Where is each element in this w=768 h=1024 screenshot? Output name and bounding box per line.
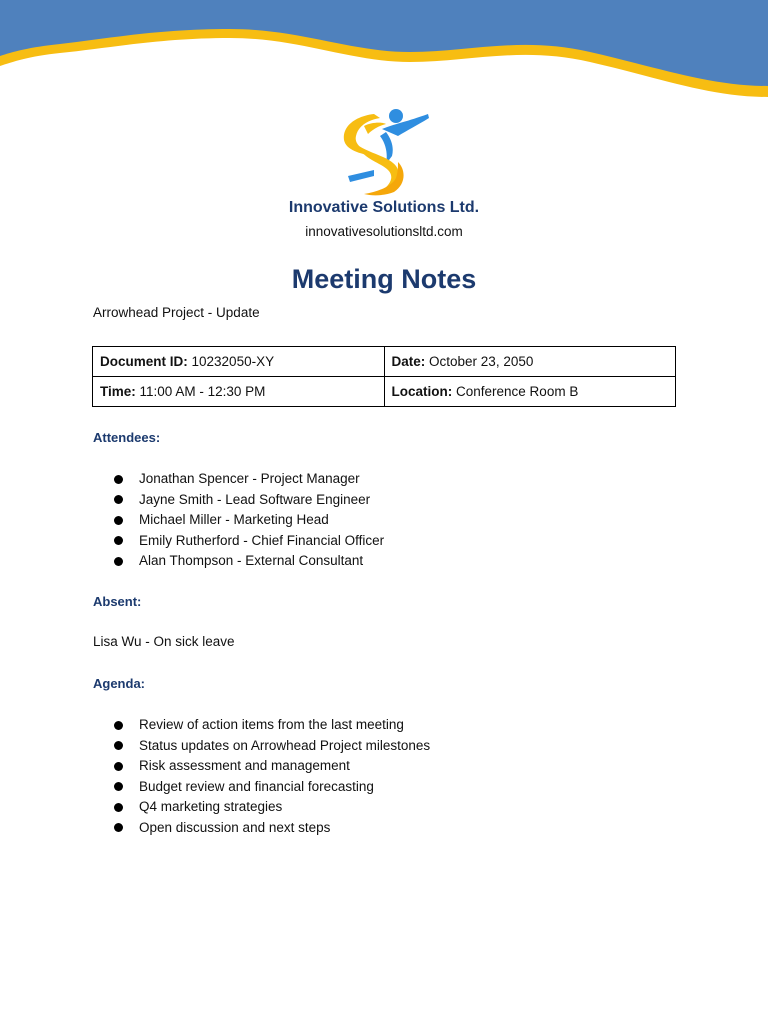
logo-swoosh-bottom [364, 162, 404, 195]
bullet-icon [114, 475, 123, 484]
bullet-icon [114, 762, 123, 771]
time-value: 11:00 AM - 12:30 PM [139, 384, 266, 399]
attendee-text: Alan Thompson - External Consultant [139, 553, 364, 568]
bullet-icon [114, 782, 123, 791]
time-label: Time: [100, 384, 136, 399]
info-row-2 [93, 377, 676, 407]
bullet-icon [114, 536, 123, 545]
document-id-value: 10232050-XY [191, 354, 275, 369]
absent-text: Lisa Wu - On sick leave [93, 634, 235, 649]
page-title: Meeting Notes [291, 264, 477, 294]
list-item [114, 715, 430, 736]
agenda-text: Budget review and financial forecasting [139, 778, 374, 794]
company-name: Innovative Solutions Ltd. [288, 199, 480, 216]
date-cell [384, 347, 676, 377]
agenda-text: Review of action items from the last meeting [139, 717, 404, 732]
list-item [114, 469, 384, 490]
location-value: Conference Room B [456, 384, 579, 399]
bullet-icon [114, 721, 123, 730]
header-wave-decoration [0, 0, 768, 110]
agenda-text: Status updates on Arrowhead Project milestones [139, 737, 431, 753]
list-item [114, 531, 384, 552]
time-cell [93, 377, 385, 407]
date-label: Date: [391, 354, 426, 369]
agenda-text: Risk assessment and management [139, 758, 350, 773]
list-item [114, 777, 430, 798]
attendees-heading: Attendees: [93, 430, 161, 445]
list-item [114, 510, 384, 531]
attendee-text: Jayne Smith - Lead Software Engineer [139, 491, 371, 507]
bullet-icon [114, 557, 123, 566]
list-item [114, 490, 384, 511]
attendee-text: Michael Miller - Marketing Head [139, 512, 329, 527]
bullet-icon [114, 495, 123, 504]
document-id-cell [93, 347, 385, 377]
bullet-icon [114, 823, 123, 832]
company-website: innovativesolutionsltd.com [305, 224, 463, 239]
bullet-icon [114, 516, 123, 525]
agenda-text: Open discussion and next steps [139, 819, 331, 835]
logo-figure-head [389, 109, 403, 123]
attendee-text: Emily Rutherford - Chief Financial Officer [139, 532, 385, 548]
agenda-list [114, 715, 430, 838]
document-subtitle: Arrowhead Project - Update [93, 305, 260, 320]
location-label: Location: [391, 384, 453, 399]
logo-swoosh-streak [364, 123, 386, 134]
list-item [114, 797, 430, 818]
location-cell [384, 377, 676, 407]
agenda-heading: Agenda: [93, 676, 145, 691]
list-item [114, 756, 430, 777]
list-item [114, 551, 384, 572]
info-row-1 [93, 347, 676, 377]
date-value: October 23, 2050 [429, 354, 534, 369]
attendee-text: Jonathan Spencer - Project Manager [139, 471, 360, 486]
meeting-info-table [92, 346, 676, 407]
list-item [114, 818, 430, 839]
document-id-label: Document ID: [100, 354, 188, 369]
absent-heading: Absent: [93, 594, 142, 609]
logo-figure-leg [348, 170, 374, 182]
company-logo [334, 104, 434, 196]
agenda-text: Q4 marketing strategies [139, 799, 283, 814]
attendees-list [114, 469, 384, 572]
list-item [114, 736, 430, 757]
logo-figure-arms [382, 114, 429, 136]
bullet-icon [114, 803, 123, 812]
bullet-icon [114, 741, 123, 750]
